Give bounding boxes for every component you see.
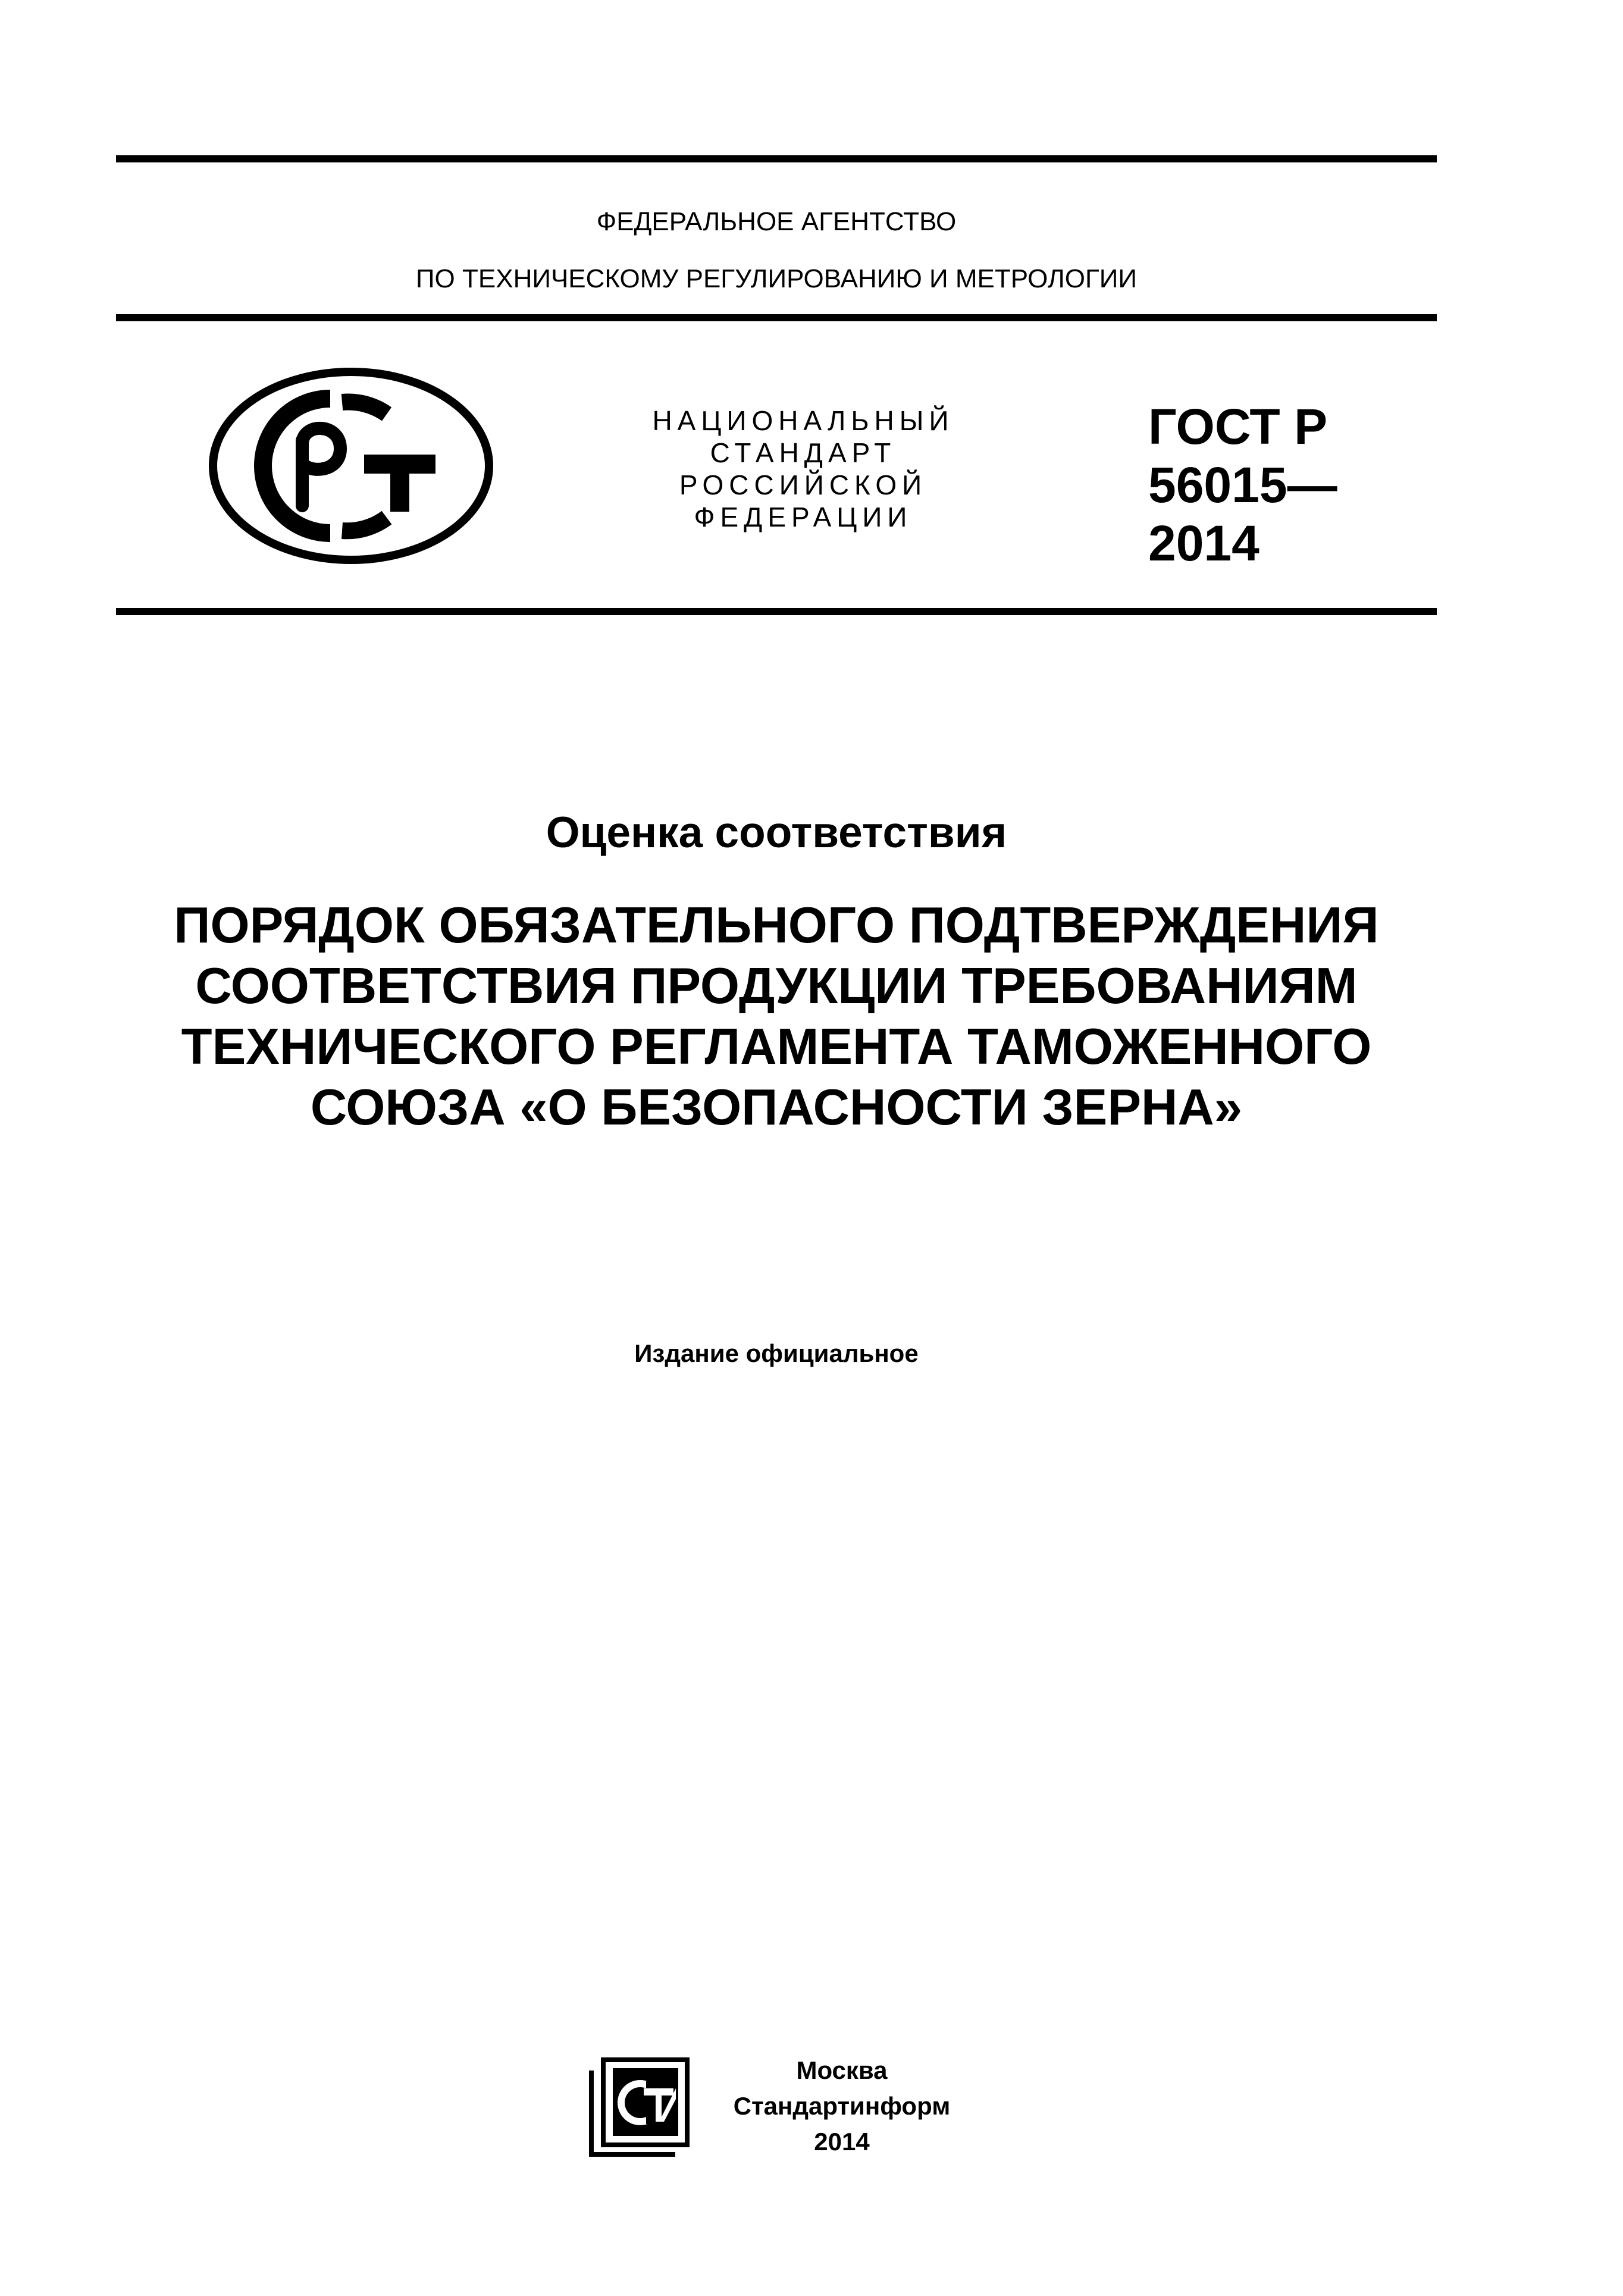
header-rule xyxy=(116,314,1437,321)
national-standard-label xyxy=(631,405,976,533)
edition-label: Издание официальное xyxy=(634,1339,919,1367)
national-standard-line-3: РОССИЙСКОЙ xyxy=(679,469,928,500)
national-standard-line-2: СТАНДАРТ xyxy=(710,437,897,468)
national-standard-line-4: ФЕДЕРАЦИИ xyxy=(694,502,913,533)
document-subject: Оценка соответствия xyxy=(546,809,1007,857)
document-title-line-4: СОЮЗА «О БЕЗОПАСНОСТИ ЗЕРНА» xyxy=(310,1079,1243,1136)
publication-year: 2014 xyxy=(814,2128,870,2156)
publisher-block xyxy=(711,2053,973,2160)
designation-rule xyxy=(116,608,1437,615)
publisher-name: Стандартинформ xyxy=(733,2092,951,2120)
publisher-city: Москва xyxy=(796,2056,888,2084)
document-title-line-1: ПОРЯДОК ОБЯЗАТЕЛЬНОГО ПОДТВЕРЖДЕНИЯ xyxy=(174,897,1379,954)
document-title-line-3: ТЕХНИЧЕСКОГО РЕГЛАМЕНТА ТАМОЖЕННОГО xyxy=(181,1019,1372,1075)
agency-line-2: ПО ТЕХНИЧЕСКОМУ РЕГУЛИРОВАНИЮ И МЕТРОЛОГИИ xyxy=(415,264,1138,293)
document-title-line-2: СООТВЕТСТВИЯ ПРОДУКЦИИ ТРЕБОВАНИЯМ xyxy=(195,958,1358,1014)
standard-designation-line-1: ГОСТ Р xyxy=(1148,399,1328,455)
standard-designation xyxy=(1148,397,1337,572)
top-rule xyxy=(116,155,1437,162)
standard-designation-line-2: 56015— xyxy=(1148,457,1337,513)
rst-conformity-logo xyxy=(208,368,494,564)
standard-designation-line-3: 2014 xyxy=(1148,515,1259,571)
document-title xyxy=(116,895,1437,1138)
agency-line-1: ФЕДЕРАЛЬНОЕ АГЕНТСТВО xyxy=(596,207,957,236)
agency-header xyxy=(116,193,1437,308)
national-standard-line-1: НАЦИОНАЛЬНЫЙ xyxy=(652,405,954,436)
standartinform-logo xyxy=(589,2053,693,2157)
